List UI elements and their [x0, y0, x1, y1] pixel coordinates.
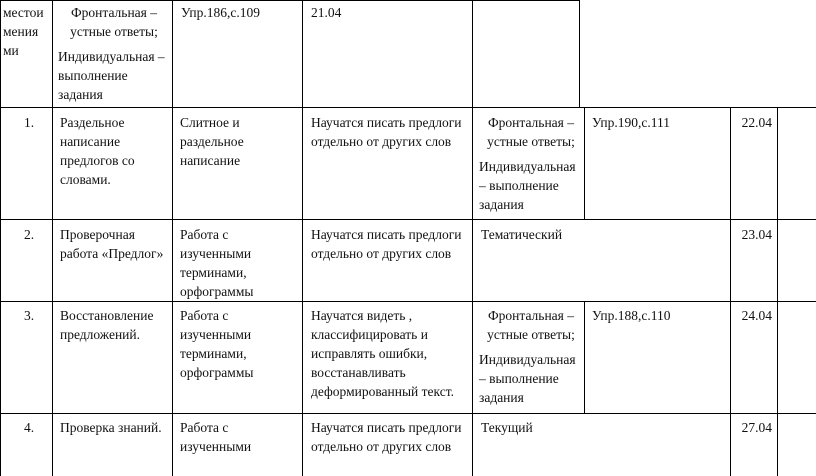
result-cell: Научатся писать предлоги отдельно от других слов — [311, 420, 462, 454]
activity-cell: Работа с изученными — [180, 420, 252, 454]
form-cell: Фронтальная – устные ответы; Индивидуальная – выполнение задания — [479, 115, 576, 212]
activity-cell: Слитное и раздельное написание — [180, 115, 244, 168]
result-cell: Научатся видеть , классифицировать и исправлять ошибки, восстанавливать деформированный текст. — [311, 308, 455, 399]
form-cell: Фронтальная – устные ответы; Индивидуальная – выполнение задания — [58, 5, 165, 102]
topic-cell: Проверка знаний. — [60, 420, 162, 435]
date-cell: 27.04 — [741, 420, 772, 435]
row-number: 1. — [23, 115, 35, 130]
date-cell: 24.04 — [741, 308, 772, 323]
topic-cell: Проверочная работа «Предлог» — [60, 227, 164, 261]
form-cell: Фронтальная – устные ответы; Индивидуальная – выполнение задания — [479, 308, 576, 405]
date-cell: 23.04 — [741, 227, 772, 242]
result-cell: Научатся писать предлоги отдельно от других слов — [311, 115, 462, 149]
date-cell: 21.04 — [311, 5, 342, 20]
row-number: 3. — [23, 308, 35, 323]
homework-cell: Упр.190,с.111 — [592, 115, 670, 130]
date-cell: 22.04 — [741, 115, 772, 130]
homework-cell: Упр.188,с.110 — [592, 308, 671, 323]
topic-cell: Восстановление предложений. — [60, 308, 154, 342]
activity-cell: Работа с изученными терминами, орфограммы — [180, 308, 254, 380]
topic-cell: местои мения ми — [3, 5, 44, 58]
topic-cell: Раздельное написание предлогов со словами. — [60, 115, 135, 187]
activity-cell: Работа с изученными терминами, орфограммы — [180, 227, 254, 299]
homework-cell: Упр.186,с.109 — [181, 5, 260, 20]
row-number: 2. — [23, 227, 35, 242]
result-cell: Научатся писать предлоги отдельно от других слов — [311, 227, 462, 261]
form-cell: Тематический — [481, 227, 563, 242]
row-number: 4. — [23, 420, 35, 435]
form-cell: Текущий — [481, 420, 533, 435]
